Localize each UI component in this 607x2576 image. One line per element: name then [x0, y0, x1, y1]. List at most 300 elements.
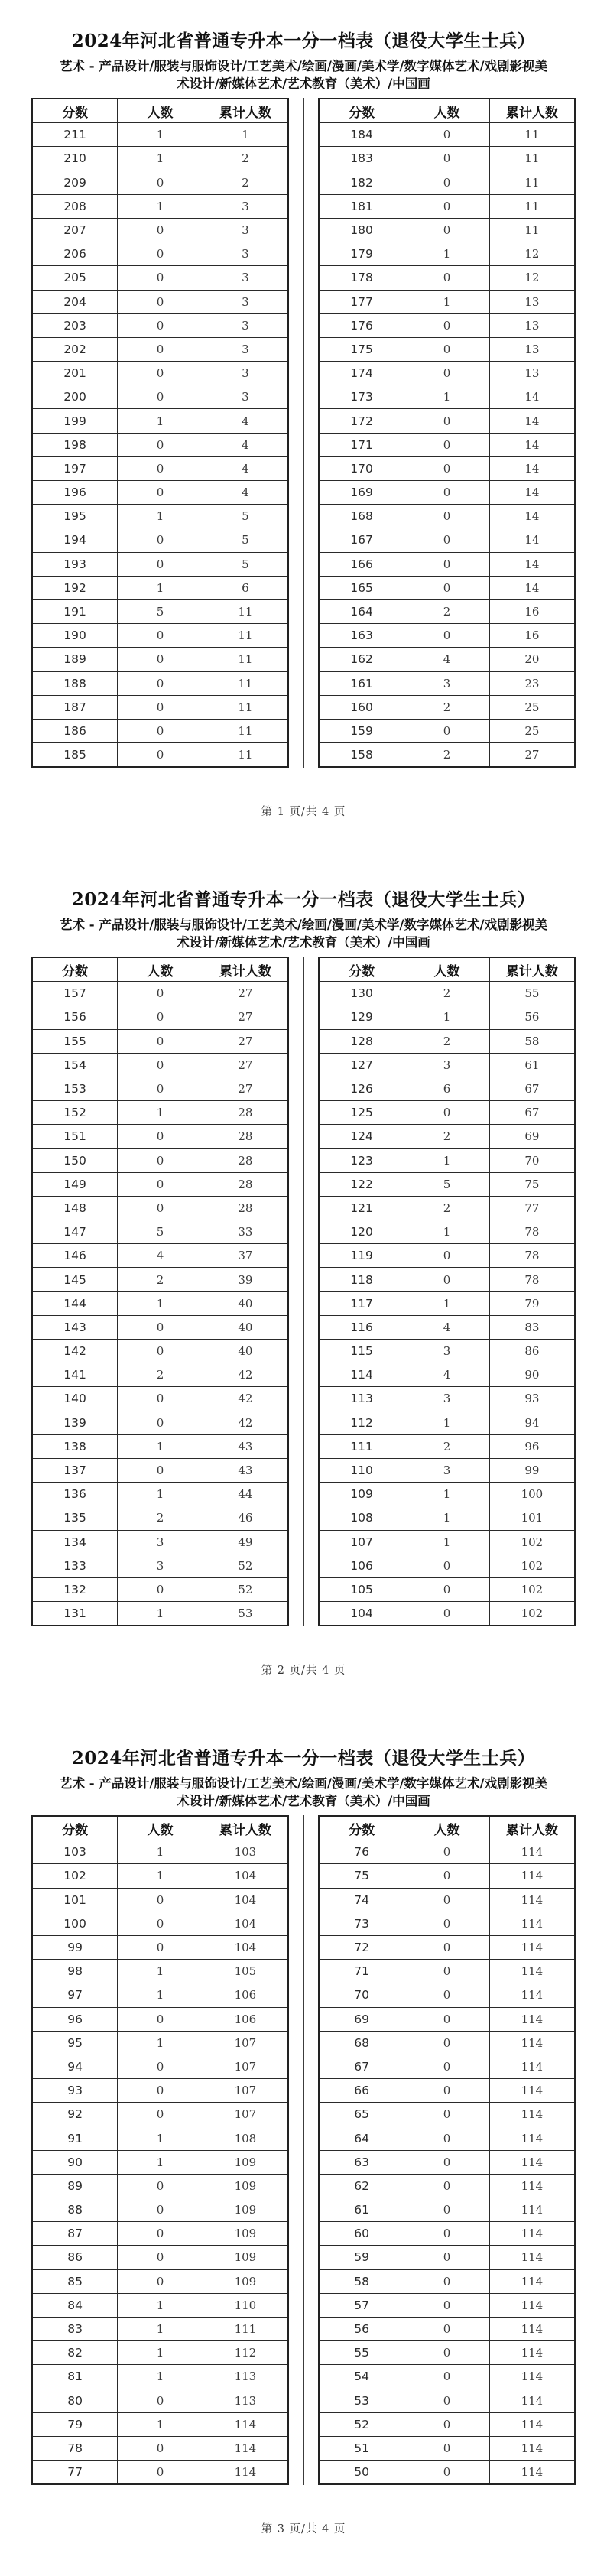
table-row	[32, 1411, 288, 1434]
score-cell: 136	[32, 1483, 118, 1506]
table-row	[32, 2222, 288, 2246]
table-row	[319, 1506, 575, 1530]
score-cell: 116	[319, 1315, 404, 1339]
count-cell: 0	[404, 2150, 490, 2174]
count-cell: 0	[118, 290, 203, 313]
count-cell: 0	[404, 1577, 490, 1601]
count-cell: 0	[404, 1268, 490, 1291]
count-cell: 0	[118, 1315, 203, 1339]
score-cell: 180	[319, 218, 404, 242]
score-cell: 178	[319, 266, 404, 290]
score-cell: 166	[319, 552, 404, 576]
table-row	[319, 1101, 575, 1125]
table-row	[319, 1840, 575, 1864]
cumulative-cell: 11	[203, 648, 288, 671]
cumulative-cell: 113	[203, 2365, 288, 2389]
score-cell: 131	[32, 1602, 118, 1626]
table-row	[32, 1053, 288, 1077]
cumulative-cell: 75	[489, 1172, 575, 1196]
score-cell: 75	[319, 1864, 404, 1888]
count-cell: 0	[118, 266, 203, 290]
cumulative-cell: 109	[203, 2269, 288, 2293]
cumulative-cell: 27	[489, 743, 575, 768]
cumulative-cell: 33	[203, 1220, 288, 1244]
count-cell: 0	[118, 695, 203, 719]
score-cell: 147	[32, 1220, 118, 1244]
cumulative-cell: 103	[203, 1840, 288, 1864]
table-row	[319, 242, 575, 266]
count-cell: 3	[118, 1554, 203, 1577]
score-table-left	[31, 98, 289, 768]
score-cell: 200	[32, 385, 118, 409]
table-row	[32, 2007, 288, 2031]
score-cell: 123	[319, 1148, 404, 1172]
table-row	[319, 1148, 575, 1172]
header-row	[32, 99, 288, 123]
count-cell: 0	[404, 147, 490, 171]
count-cell: 1	[118, 1960, 203, 1983]
score-cell: 82	[32, 2341, 118, 2365]
score-cell: 84	[32, 2293, 118, 2317]
table-row	[32, 1530, 288, 1554]
table-row	[32, 2317, 288, 2340]
header-row	[32, 957, 288, 982]
count-cell: 0	[118, 1196, 203, 1220]
table-row	[32, 242, 288, 266]
count-cell: 0	[118, 2389, 203, 2412]
cumulative-cell: 14	[489, 409, 575, 433]
count-cell: 5	[404, 1172, 490, 1196]
count-cell: 0	[118, 171, 203, 194]
count-cell: 0	[118, 2461, 203, 2485]
tables-area	[0, 98, 607, 768]
count-cell: 1	[118, 2150, 203, 2174]
score-cell: 79	[32, 2412, 118, 2436]
table-row	[319, 1483, 575, 1506]
table-row	[319, 313, 575, 337]
cumulative-cell: 14	[489, 576, 575, 599]
table-row	[32, 337, 288, 361]
cumulative-cell: 46	[203, 1506, 288, 1530]
cumulative-cell: 114	[489, 2079, 575, 2103]
table-row	[32, 1864, 288, 1888]
cumulative-cell: 23	[489, 671, 575, 695]
cumulative-cell: 70	[489, 1148, 575, 1172]
table-row	[319, 2174, 575, 2198]
score-cell: 149	[32, 1172, 118, 1196]
table-row	[319, 1577, 575, 1601]
score-cell: 177	[319, 290, 404, 313]
cumulative-cell: 114	[489, 2150, 575, 2174]
table-row	[319, 409, 575, 433]
count-cell: 0	[404, 194, 490, 218]
score-cell: 196	[32, 481, 118, 505]
score-cell: 94	[32, 2055, 118, 2078]
cumulative-cell: 114	[489, 2222, 575, 2246]
page-subtitle	[0, 1775, 607, 1810]
score-cell: 193	[32, 552, 118, 576]
cumulative-cell: 14	[489, 456, 575, 480]
count-cell: 1	[118, 2365, 203, 2389]
count-cell: 0	[118, 1340, 203, 1363]
table-row	[319, 433, 575, 456]
col-header-cumulative: 累计人数	[489, 957, 575, 982]
count-cell: 0	[404, 218, 490, 242]
col-header-count: 人数	[404, 1816, 490, 1840]
table-row	[319, 1387, 575, 1411]
cumulative-cell: 28	[203, 1125, 288, 1148]
table-row	[32, 2198, 288, 2222]
count-cell: 0	[404, 2412, 490, 2436]
table-row	[32, 1363, 288, 1387]
count-cell: 1	[118, 1434, 203, 1458]
table-row	[32, 1888, 288, 1912]
count-cell: 0	[404, 1602, 490, 1626]
count-cell: 0	[404, 2436, 490, 2460]
table-row	[32, 2031, 288, 2055]
score-cell: 179	[319, 242, 404, 266]
score-cell: 60	[319, 2222, 404, 2246]
subtitle-line-2: 术设计/新媒体艺术/艺术教育（美术）/中国画	[177, 76, 430, 91]
table-row	[319, 147, 575, 171]
score-cell: 128	[319, 1029, 404, 1053]
score-cell: 151	[32, 1125, 118, 1148]
score-cell: 59	[319, 2246, 404, 2269]
cumulative-cell: 107	[203, 2079, 288, 2103]
cumulative-cell: 3	[203, 218, 288, 242]
cumulative-cell: 114	[489, 2389, 575, 2412]
count-cell: 2	[404, 695, 490, 719]
score-cell: 90	[32, 2150, 118, 2174]
count-cell: 3	[404, 1458, 490, 1482]
score-cell: 161	[319, 671, 404, 695]
score-cell: 69	[319, 2007, 404, 2031]
count-cell: 0	[118, 2246, 203, 2269]
cumulative-cell: 39	[203, 1268, 288, 1291]
cumulative-cell: 114	[489, 2293, 575, 2317]
count-cell: 0	[404, 433, 490, 456]
score-cell: 91	[32, 2126, 118, 2150]
count-cell: 1	[118, 2293, 203, 2317]
cumulative-cell: 16	[489, 599, 575, 623]
count-cell: 0	[118, 2222, 203, 2246]
count-cell: 5	[118, 1220, 203, 1244]
score-cell: 130	[319, 982, 404, 1005]
score-cell: 86	[32, 2246, 118, 2269]
cumulative-cell: 3	[203, 290, 288, 313]
cumulative-cell: 93	[489, 1387, 575, 1411]
count-cell: 1	[404, 242, 490, 266]
cumulative-cell: 114	[489, 1935, 575, 1959]
table-row	[32, 1554, 288, 1577]
table-row	[319, 456, 575, 480]
score-cell: 51	[319, 2436, 404, 2460]
cumulative-cell: 86	[489, 1340, 575, 1363]
table-row	[32, 1960, 288, 1983]
table-row	[32, 1005, 288, 1029]
col-header-score: 分数	[32, 1816, 118, 1840]
cumulative-cell: 11	[489, 171, 575, 194]
cumulative-cell: 106	[203, 1983, 288, 2007]
score-cell: 170	[319, 456, 404, 480]
count-cell: 0	[118, 552, 203, 576]
count-cell: 0	[404, 1912, 490, 1935]
count-cell: 0	[118, 2007, 203, 2031]
score-cell: 58	[319, 2269, 404, 2293]
score-cell: 165	[319, 576, 404, 599]
count-cell: 0	[118, 1458, 203, 1482]
col-header-count: 人数	[118, 957, 203, 982]
count-cell: 0	[404, 2389, 490, 2412]
score-cell: 185	[32, 743, 118, 768]
table-row	[319, 719, 575, 742]
document-page-1	[0, 0, 607, 859]
cumulative-cell: 14	[489, 528, 575, 552]
count-cell: 1	[404, 1220, 490, 1244]
score-cell: 97	[32, 1983, 118, 2007]
table-row	[319, 2412, 575, 2436]
cumulative-cell: 83	[489, 1315, 575, 1339]
table-row	[32, 1506, 288, 1530]
header-row	[319, 99, 575, 123]
score-cell: 152	[32, 1101, 118, 1125]
cumulative-cell: 67	[489, 1101, 575, 1125]
count-cell: 1	[118, 409, 203, 433]
score-cell: 77	[32, 2461, 118, 2485]
cumulative-cell: 42	[203, 1411, 288, 1434]
table-row	[319, 194, 575, 218]
count-cell: 1	[118, 1291, 203, 1315]
cumulative-cell: 27	[203, 1077, 288, 1100]
score-cell: 195	[32, 505, 118, 528]
score-cell: 109	[319, 1483, 404, 1506]
cumulative-cell: 69	[489, 1125, 575, 1148]
count-cell: 0	[404, 123, 490, 147]
count-cell: 0	[118, 2174, 203, 2198]
score-cell: 184	[319, 123, 404, 147]
score-cell: 194	[32, 528, 118, 552]
table-row	[32, 1244, 288, 1268]
table-row	[319, 1315, 575, 1339]
table-row	[32, 2461, 288, 2485]
cumulative-cell: 114	[489, 1840, 575, 1864]
cumulative-cell: 11	[203, 743, 288, 768]
count-cell: 1	[118, 1983, 203, 2007]
page-footer: 第 3 页/共 4 页	[261, 2523, 346, 2535]
table-row	[319, 171, 575, 194]
table-row	[32, 719, 288, 742]
count-cell: 1	[118, 505, 203, 528]
count-cell: 1	[404, 1291, 490, 1315]
count-cell: 1	[118, 123, 203, 147]
cumulative-cell: 99	[489, 1458, 575, 1482]
col-header-score: 分数	[319, 99, 404, 123]
score-cell: 54	[319, 2365, 404, 2389]
count-cell: 6	[404, 1077, 490, 1100]
cumulative-cell: 28	[203, 1196, 288, 1220]
count-cell: 1	[118, 2126, 203, 2150]
count-cell: 0	[404, 362, 490, 385]
table-row	[319, 671, 575, 695]
table-row	[32, 2246, 288, 2269]
score-cell: 175	[319, 337, 404, 361]
count-cell: 2	[118, 1506, 203, 1530]
cumulative-cell: 14	[489, 385, 575, 409]
count-cell: 1	[404, 290, 490, 313]
score-cell: 168	[319, 505, 404, 528]
cumulative-cell: 3	[203, 313, 288, 337]
table-row	[32, 648, 288, 671]
page-footer: 第 2 页/共 4 页	[261, 1665, 346, 1677]
count-cell: 0	[118, 671, 203, 695]
cumulative-cell: 101	[489, 1506, 575, 1530]
cumulative-cell: 61	[489, 1053, 575, 1077]
cumulative-cell: 14	[489, 433, 575, 456]
cumulative-cell: 28	[203, 1172, 288, 1196]
cumulative-cell: 114	[489, 2461, 575, 2485]
score-cell: 135	[32, 1506, 118, 1530]
cumulative-cell: 102	[489, 1602, 575, 1626]
cumulative-cell: 114	[489, 2174, 575, 2198]
count-cell: 0	[404, 481, 490, 505]
cumulative-cell: 114	[203, 2436, 288, 2460]
count-cell: 0	[118, 1125, 203, 1148]
cumulative-cell: 110	[203, 2293, 288, 2317]
score-cell: 148	[32, 1196, 118, 1220]
table-row	[319, 2246, 575, 2269]
table-row	[319, 1434, 575, 1458]
table-row	[32, 313, 288, 337]
table-row	[319, 2007, 575, 2031]
score-cell: 115	[319, 1340, 404, 1363]
cumulative-cell: 94	[489, 1411, 575, 1434]
count-cell: 0	[404, 2293, 490, 2317]
score-cell: 100	[32, 1912, 118, 1935]
table-row	[32, 2412, 288, 2436]
table-row	[319, 2365, 575, 2389]
score-cell: 134	[32, 1530, 118, 1554]
col-header-cumulative: 累计人数	[489, 99, 575, 123]
table-row	[32, 2055, 288, 2078]
cumulative-cell: 114	[489, 2436, 575, 2460]
cumulative-cell: 109	[203, 2246, 288, 2269]
score-table-right	[318, 98, 576, 768]
count-cell: 0	[404, 1983, 490, 2007]
count-cell: 0	[118, 2436, 203, 2460]
count-cell: 0	[118, 1577, 203, 1601]
table-row	[32, 2341, 288, 2365]
cumulative-cell: 13	[489, 337, 575, 361]
count-cell: 0	[118, 528, 203, 552]
count-cell: 0	[118, 1148, 203, 1172]
score-cell: 186	[32, 719, 118, 742]
table-row	[319, 528, 575, 552]
table-row	[32, 2269, 288, 2293]
count-cell: 1	[404, 1483, 490, 1506]
table-row	[319, 2317, 575, 2340]
cumulative-cell: 104	[203, 1935, 288, 1959]
table-row	[319, 266, 575, 290]
score-cell: 174	[319, 362, 404, 385]
count-cell: 0	[404, 1554, 490, 1577]
score-table-right	[318, 957, 576, 1626]
table-row	[32, 266, 288, 290]
count-cell: 2	[404, 1029, 490, 1053]
column-divider	[303, 98, 304, 768]
count-cell: 1	[118, 2412, 203, 2436]
count-cell: 0	[404, 2269, 490, 2293]
score-cell: 81	[32, 2365, 118, 2389]
table-row	[32, 290, 288, 313]
score-cell: 114	[319, 1363, 404, 1387]
count-cell: 0	[118, 1888, 203, 1912]
cumulative-cell: 13	[489, 290, 575, 313]
cumulative-cell: 79	[489, 1291, 575, 1315]
table-row	[32, 1125, 288, 1148]
count-cell: 0	[118, 1411, 203, 1434]
score-cell: 106	[319, 1554, 404, 1577]
cumulative-cell: 114	[489, 1888, 575, 1912]
cumulative-cell: 104	[203, 1864, 288, 1888]
cumulative-cell: 25	[489, 695, 575, 719]
score-cell: 71	[319, 1960, 404, 1983]
score-cell: 68	[319, 2031, 404, 2055]
page-subtitle	[0, 57, 607, 93]
table-row	[32, 433, 288, 456]
count-cell: 0	[404, 337, 490, 361]
table-row	[32, 2436, 288, 2460]
score-cell: 202	[32, 337, 118, 361]
cumulative-cell: 114	[203, 2412, 288, 2436]
table-row	[32, 528, 288, 552]
cumulative-cell: 40	[203, 1340, 288, 1363]
page-title: 2024年河北省普通专升本一分一档表（退役大学生士兵）	[71, 889, 536, 910]
table-row	[319, 1172, 575, 1196]
cumulative-cell: 27	[203, 982, 288, 1005]
table-row	[319, 481, 575, 505]
table-row	[32, 147, 288, 171]
cumulative-cell: 4	[203, 433, 288, 456]
score-cell: 167	[319, 528, 404, 552]
cumulative-cell: 16	[489, 624, 575, 648]
count-cell: 0	[404, 1101, 490, 1125]
count-cell: 0	[118, 385, 203, 409]
count-cell: 5	[118, 599, 203, 623]
score-cell: 61	[319, 2198, 404, 2222]
count-cell: 0	[404, 1935, 490, 1959]
subtitle-line-2: 术设计/新媒体艺术/艺术教育（美术）/中国画	[177, 1794, 430, 1808]
score-cell: 99	[32, 1935, 118, 1959]
table-row	[319, 1053, 575, 1077]
score-cell: 189	[32, 648, 118, 671]
score-cell: 121	[319, 1196, 404, 1220]
score-cell: 101	[32, 1888, 118, 1912]
score-cell: 78	[32, 2436, 118, 2460]
score-cell: 122	[319, 1172, 404, 1196]
table-row	[319, 1864, 575, 1888]
col-header-cumulative: 累计人数	[203, 99, 288, 123]
table-row	[319, 218, 575, 242]
count-cell: 0	[118, 1912, 203, 1935]
count-cell: 0	[118, 337, 203, 361]
table-row	[32, 123, 288, 147]
count-cell: 0	[118, 982, 203, 1005]
table-row	[319, 2269, 575, 2293]
page-subtitle	[0, 916, 607, 951]
score-cell: 63	[319, 2150, 404, 2174]
count-cell: 4	[404, 648, 490, 671]
cumulative-cell: 109	[203, 2150, 288, 2174]
